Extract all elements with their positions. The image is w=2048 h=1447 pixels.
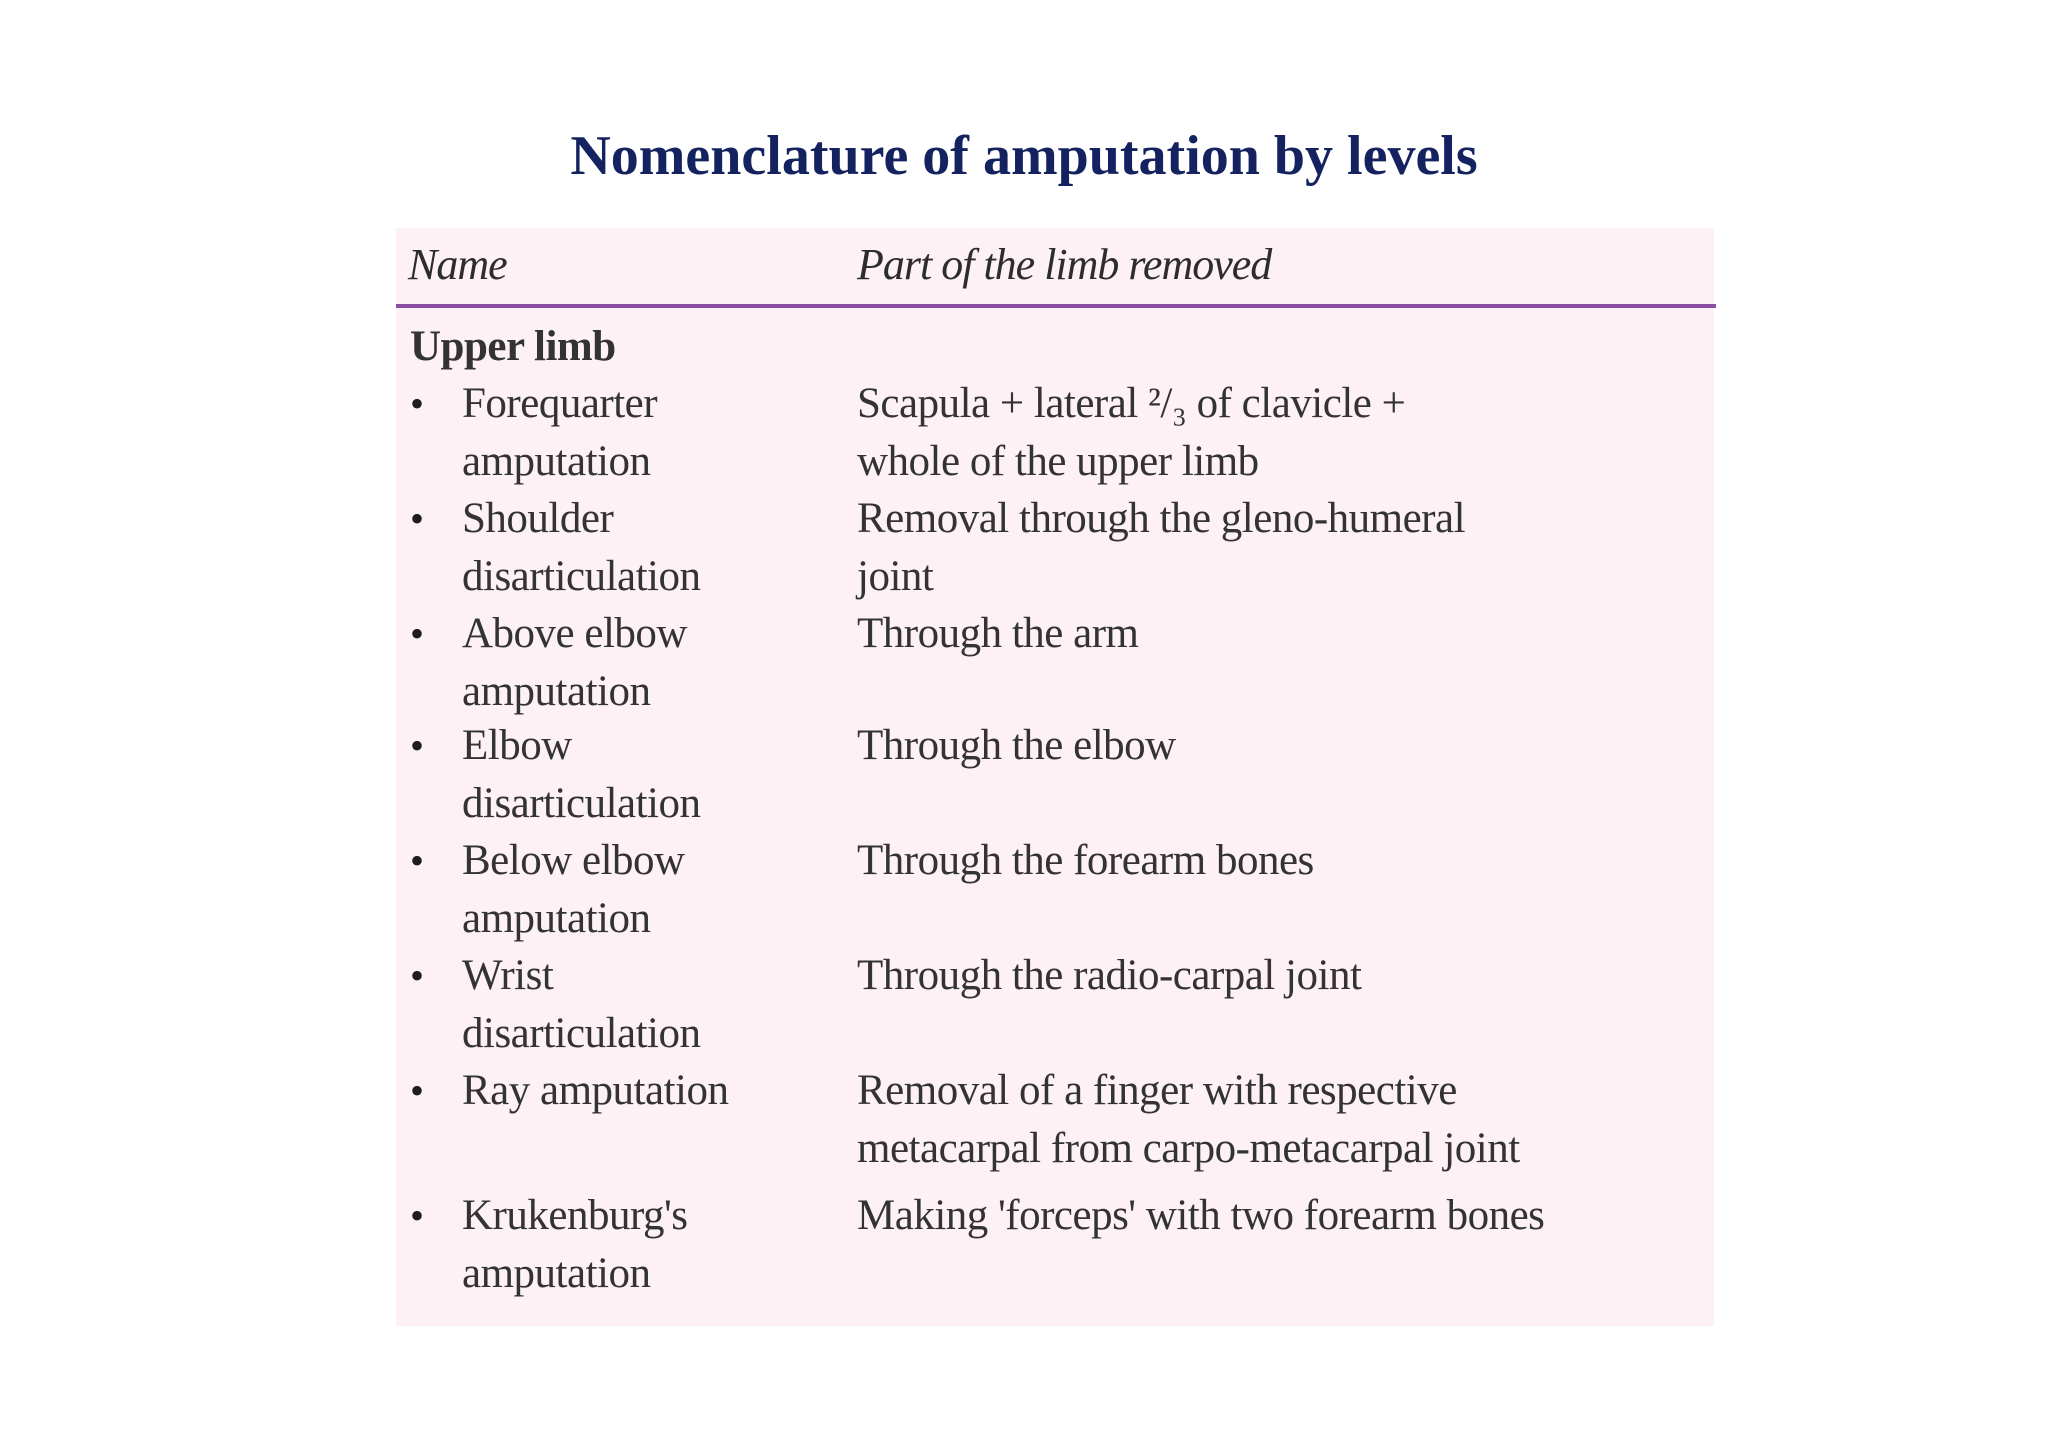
name-line: Krukenburg's — [462, 1192, 688, 1239]
row-name — [462, 375, 857, 490]
part-line: joint — [857, 552, 934, 600]
name-line: Above elbow — [462, 610, 687, 657]
name-line: disarticulation — [462, 779, 701, 827]
amputation-table — [396, 228, 1714, 1326]
row-name — [462, 717, 857, 832]
bullet-icon: • — [410, 1068, 424, 1113]
bullet-icon: • — [410, 1193, 424, 1238]
table-row — [396, 375, 1714, 490]
bullet-icon: • — [410, 381, 424, 426]
name-line: Shoulder — [462, 495, 614, 542]
row-name — [462, 490, 857, 605]
part-line: Scapula + lateral ²/₃ of clavicle + — [857, 380, 1406, 427]
row-part — [857, 1062, 1712, 1177]
table-row — [396, 1187, 1714, 1302]
part-line: whole of the upper limb — [857, 437, 1259, 485]
row-name — [462, 947, 857, 1062]
name-line: amputation — [462, 667, 651, 715]
part-line: Removal of a finger with respective — [857, 1067, 1457, 1114]
table-body — [396, 318, 1714, 1302]
bullet-icon: • — [410, 496, 424, 541]
part-line: Through the arm — [857, 610, 1139, 657]
name-line: amputation — [462, 437, 651, 485]
row-part — [857, 375, 1712, 490]
name-line: Below elbow — [462, 837, 685, 884]
part-line: Through the radio-carpal joint — [857, 952, 1362, 999]
row-name — [462, 1187, 857, 1302]
part-line: Through the elbow — [857, 722, 1176, 769]
bullet-icon: • — [410, 723, 424, 768]
table-row — [396, 717, 1714, 832]
part-line: metacarpal from carpo-metacarpal joint — [857, 1124, 1520, 1172]
table-header — [396, 228, 1714, 304]
row-name — [462, 832, 857, 947]
row-name — [462, 605, 857, 720]
row-part — [857, 1187, 1712, 1245]
table-row — [396, 832, 1714, 947]
row-part — [857, 490, 1712, 605]
part-line: Making 'forceps' with two forearm bones — [857, 1192, 1545, 1239]
row-part — [857, 717, 1712, 775]
row-name — [462, 1062, 857, 1120]
table-row — [396, 490, 1714, 605]
bullet-icon: • — [410, 838, 424, 883]
name-line: disarticulation — [462, 1009, 701, 1057]
name-line: disarticulation — [462, 552, 701, 600]
section-upper-limb: Upper limb — [410, 323, 616, 370]
header-part-removed: Part of the limb removed — [857, 240, 1272, 289]
name-line: Elbow — [462, 722, 572, 769]
part-line: Removal through the gleno-humeral — [857, 495, 1466, 542]
row-part — [857, 605, 1712, 663]
table-row — [396, 605, 1714, 717]
name-line: amputation — [462, 894, 651, 942]
name-line: amputation — [462, 1249, 651, 1297]
bullet-icon: • — [410, 953, 424, 998]
bullet-icon: • — [410, 611, 424, 656]
row-part — [857, 832, 1712, 890]
row-part — [857, 947, 1712, 1005]
header-name: Name — [408, 240, 507, 289]
table-row — [396, 947, 1714, 1062]
table-row — [396, 1062, 1714, 1187]
name-line: Ray amputation — [462, 1067, 729, 1114]
name-line: Wrist — [462, 952, 554, 999]
slide-title: Nomenclature of amputation by levels — [570, 125, 1478, 187]
header-divider — [396, 304, 1716, 308]
part-line: Through the forearm bones — [857, 837, 1314, 884]
name-line: Forequarter — [462, 380, 658, 427]
